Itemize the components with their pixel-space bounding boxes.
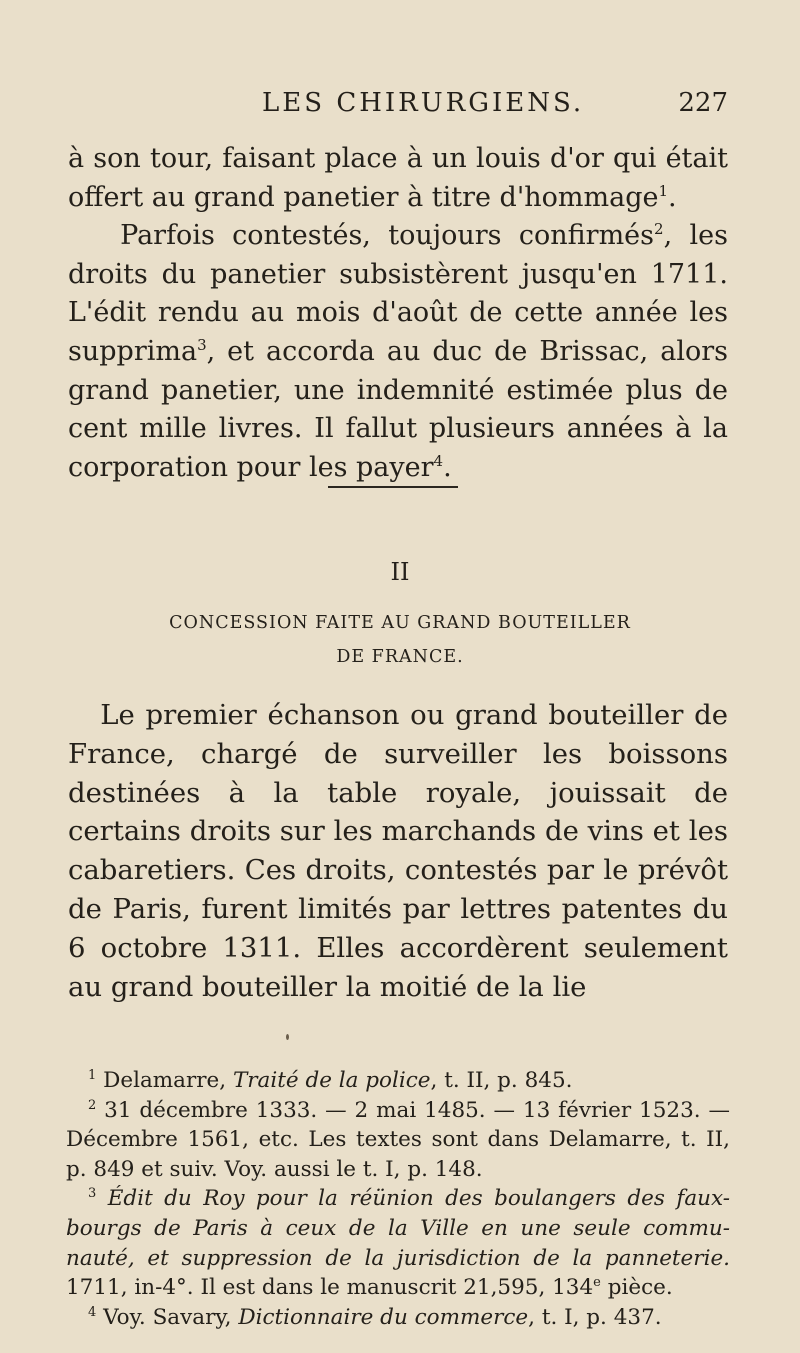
section-divider xyxy=(328,486,458,488)
ink-speck xyxy=(286,1034,289,1040)
section-heading-line-2: DE FRANCE. xyxy=(336,647,464,667)
page-number: 227 xyxy=(678,88,728,118)
running-title: LES CHIRURGIENS. xyxy=(262,88,585,118)
footnotes xyxy=(66,1066,730,1332)
section-heading xyxy=(70,606,730,674)
section-heading-line-1: CONCESSION FAITE AU GRAND BOUTEILLER xyxy=(169,613,631,633)
footnote-3: $^3$ Édit du Roy pour la réünion des boulangers des faux-bourgs de Paris à ceux de la Ville en une seule commu-nauté, et suppression de la jurisdiction de la panneterie. 1711, in-4°. Il est dans le manuscrit 21,595, 134e pièce. xyxy=(66,1186,731,1301)
footnote-ref-1: 1 xyxy=(658,181,669,200)
section-numeral: II xyxy=(390,558,410,586)
body-text-bottom xyxy=(68,696,728,1006)
footnote-ref-3: 3 xyxy=(197,335,207,354)
running-head xyxy=(0,88,800,128)
body-text-top xyxy=(68,140,728,487)
paragraph-1: à son tour, faisant place à un louis d'or qui était offert au grand panetier à titre d'hommage$^1$. xyxy=(68,143,728,213)
paragraph-2: Parfois contestés, toujours confirmés$^2$, les droits du panetier subsistèrent jusqu'en 1711. L'édit rendu au mois d'août de cette année les supprima$^3$, et accorda au duc de Brissac, alors grand panetier, une indemnité estimée plus de cent mille livres. Il fallut plusieurs années à la corporation pour les payer$^4$. xyxy=(68,220,728,483)
footnote-ref-2: 2 xyxy=(654,220,664,239)
footnote-2: $^2$ 31 décembre 1333. — 2 mai 1485. — 13 février 1523. — Décembre 1561, etc. Les textes sont dans Delamarre, t. II, p. 849 et suiv. Voy. aussi le t. I, p. 148. xyxy=(66,1097,730,1182)
footnote-1: $^1$ Delamarre, Traité de la police, t. II, p. 845. xyxy=(88,1067,573,1093)
footnote-ref-4: 4 xyxy=(433,451,444,470)
footnote-4: $^4$ Voy. Savary, Dictionnaire du commerce, t. I, p. 437. xyxy=(88,1304,662,1330)
paragraph-3: Le premier échanson ou grand bouteiller de France, chargé de surveiller les boissons destinées à la table royale, jouissait de certains droits sur les marchands de vins et les cabaretiers. Ces droits, contestés par le prévôt de Paris, furent limités par lettres patentes du 6 octobre 1311. Elles accordèrent seulement au grand bouteiller la moitié de la lie xyxy=(68,699,728,1003)
